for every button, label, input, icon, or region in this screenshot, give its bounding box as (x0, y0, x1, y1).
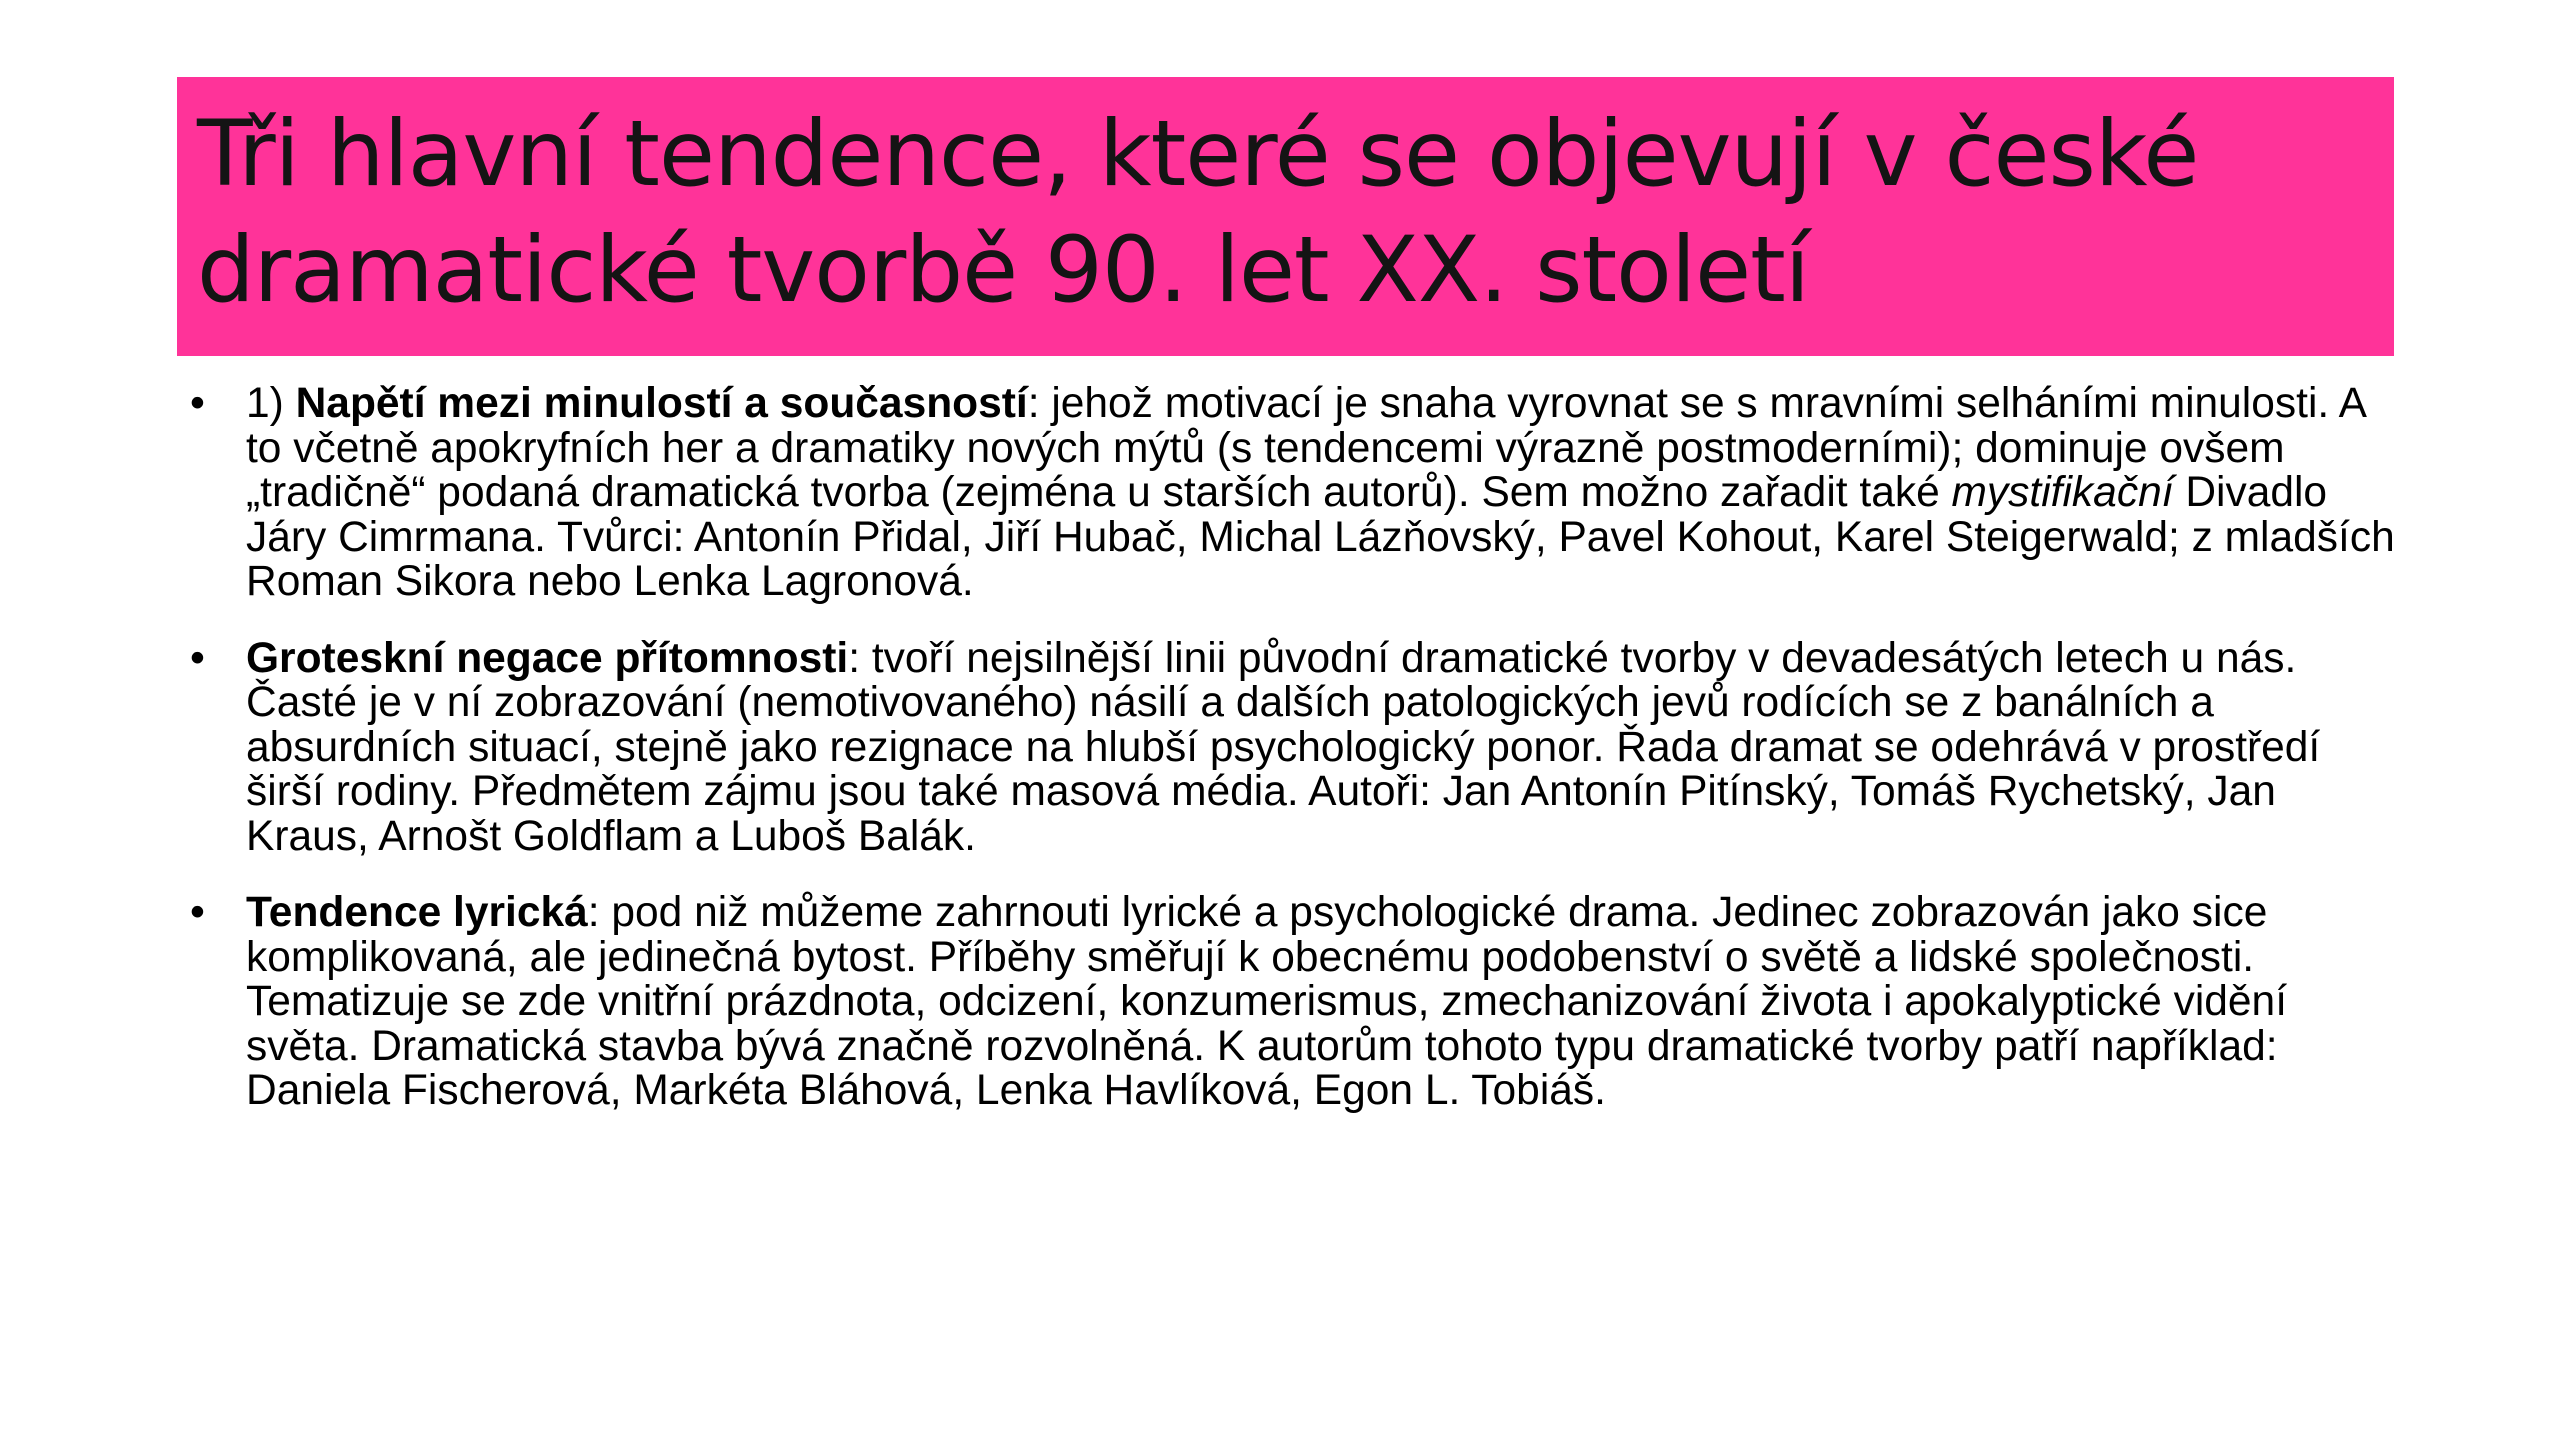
slide-title (197, 97, 2374, 329)
bullet-1-heading: Napětí mezi minulostí a současností (295, 380, 1028, 427)
bullet-1-text-cont: Divadlo Járy Cimrmana. Tvůrci: Antonín Přidal, Jiří Hubač, Michal Lázňovský, Pavel Kohout, Karel Steigerwald; z mladších Roman Sikora nebo Lenka Lagronová. (246, 469, 2395, 605)
title-bar (177, 77, 2394, 356)
bullet-2-heading: Groteskní negace přítomnosti (246, 634, 849, 682)
bullet-3-text: : pod niž můžeme zahrnouti lyrické a psychologické drama. Jedinec zobrazován jako sice komplikovaná, ale jedinečná bytost. Příběhy směřují k obecnému podobenství o světě a lidské společnosti. Tematizuje se zde vnitřní prázdnota, odcizení, konzumerismus, zmechanizování života i apokalyptické vidění světa. Dramatická stavba bývá značně rozvolněná. K autorům tohoto typu dramatické tvorby patří například: Daniela Fischerová, Markéta Bláhová, Lenka Havlíková, Egon L. Tobiáš. (246, 889, 2287, 1114)
bullet-item-1 (185, 382, 2400, 605)
slide-title-line-2: dramatické tvorbě 90. let XX. století (197, 218, 1810, 323)
bullet-item-2 (185, 634, 2400, 860)
bullet-1-prefix: 1) (246, 380, 296, 427)
bullet-item-3 (185, 891, 2400, 1114)
bullet-2-text: : tvoří nejsilnější linii původní dramatické tvorby v devadesátých letech u nás. Časté je v ní zobrazování (nemotivovaného) násilí a dalších patologických jevů rodících se z banálních a absurdních situací, stejně jako rezignace na hlubší psychologický ponor. Řada dramat se odehrává v prostředí širší rodiny. Předmětem zájmu jsou také masová média. Autoři: Jan Antonín Pitínský, Tomáš Rychetský, Jan Kraus, Arnošt Goldflam a Luboš Balák. (246, 634, 2321, 860)
bullet-list (185, 382, 2400, 1146)
bullet-3-heading: Tendence lyrická (246, 889, 588, 936)
slide-title-line-1: Tři hlavní tendence, které se objevují v české (197, 102, 2199, 207)
bullet-1-italic: mystifikační (1951, 469, 2174, 516)
bullet-1-text: : jehož motivací je snaha vyrovnat se s mravními selháními minulosti. A to včetně apokryfních her a dramatiky nových mýtů (s tendencemi výrazně postmoderními); dominuje ovšem „tradičně“ podaná dramatická tvorba (zejména u starších autorů). Sem možno zařadit také (246, 380, 2365, 516)
